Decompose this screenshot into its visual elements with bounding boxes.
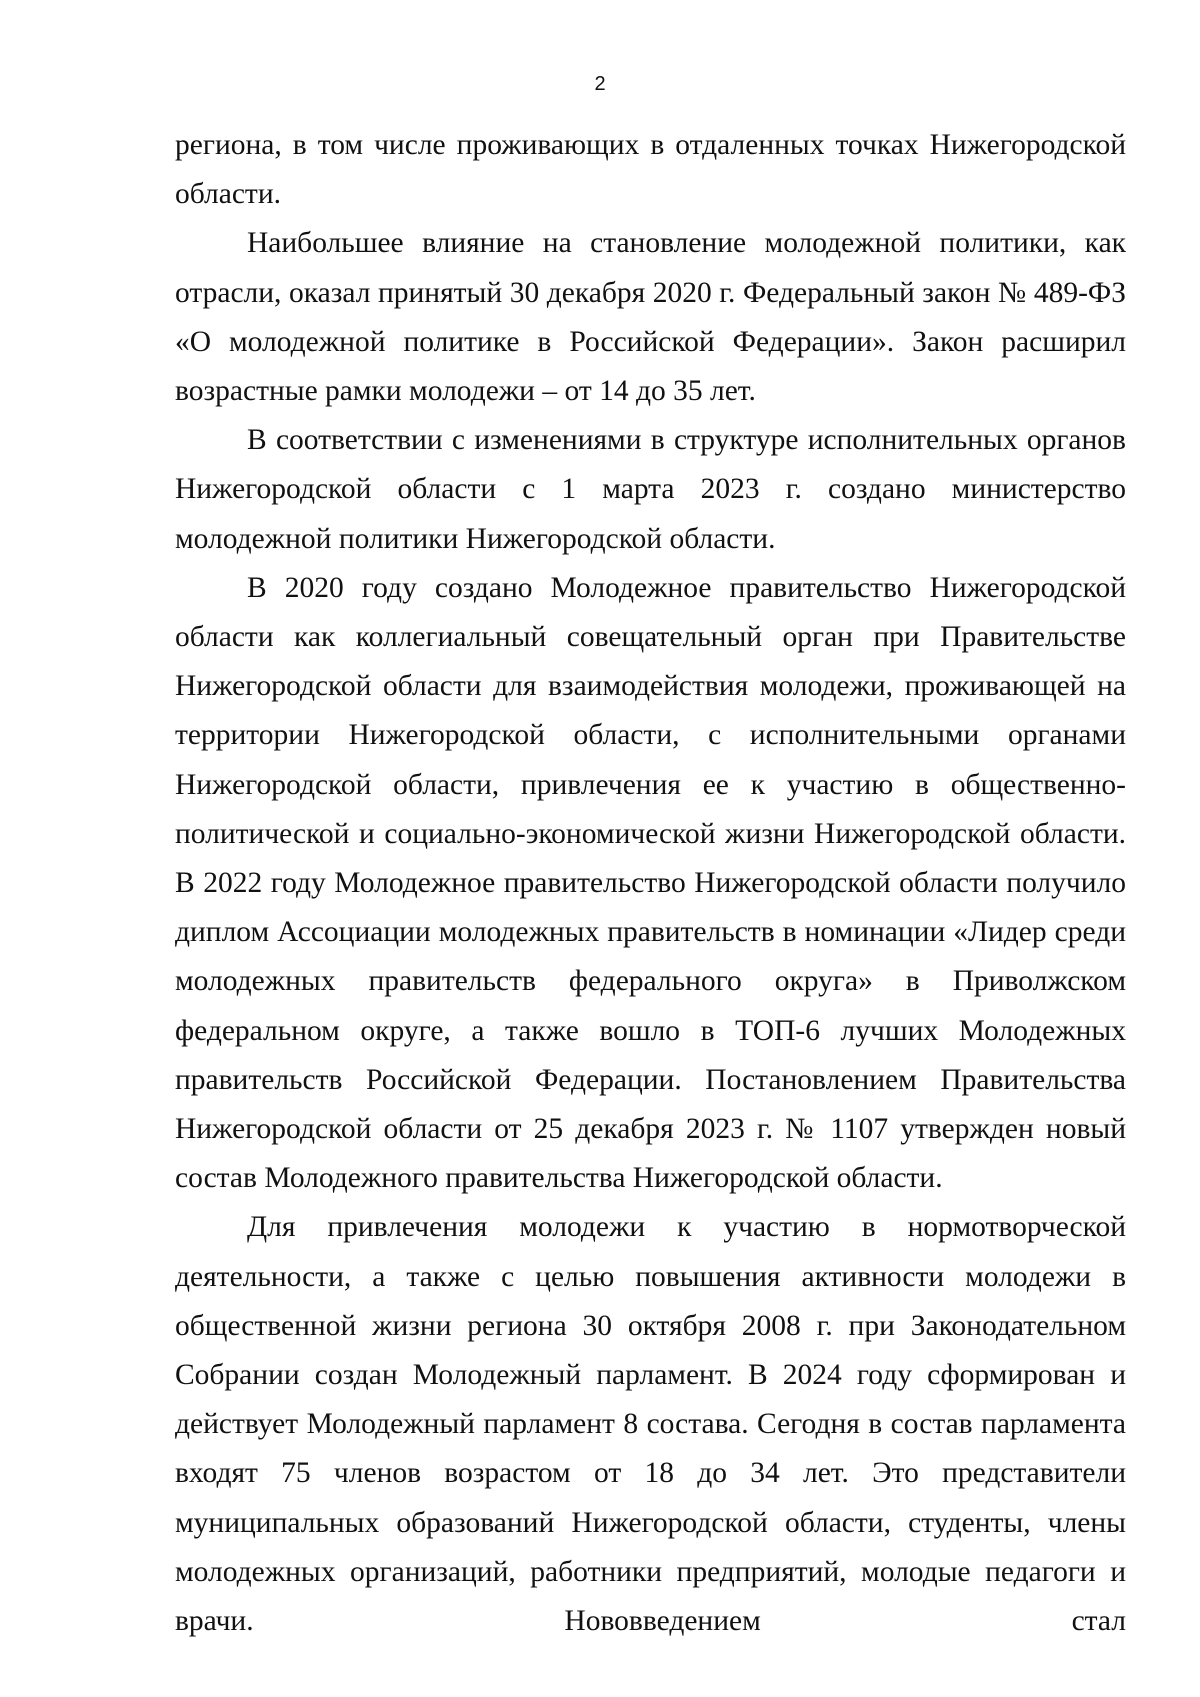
paragraph-youth-parliament: Для привлечения молодежи к участию в нормотворческой деятельности, а также с целью повышения активности молодежи в общественной жизни региона 30 октября 2008 г. при Законодательном Собрании создан Молодежный парламент. В 2024 году сформирован и действует Молодежный парламент 8 состава. Сегодня в состав парламента входят 75 членов возрастом от 18 до 34 лет. Это представители муниципальных образований Нижегородской области, студенты, члены молодежных организаций, работники предприятий, молодые педагоги и врачи. Нововведением стал <box>175 1211 1126 1638</box>
paragraph-ministry: В соответствии с изменениями в структуре исполнительных органов Нижегородской области с 1 марта 2023 г. создано министерство молодежной политики Нижегородской области. <box>175 424 1126 555</box>
document-body <box>175 121 1126 1646</box>
paragraph-continuation: региона, в том числе проживающих в отдаленных точках Нижегородской области. <box>175 129 1126 211</box>
paragraph-youth-government: В 2020 году создано Молодежное правительство Нижегородской области как коллегиальный совещательный орган при Правительстве Нижегородской области для взаимодействия молодежи, проживающей на территории Нижегородской области, с исполнительными органами Нижегородской области, привлечения ее к участию в общественно-политической и социально-экономической жизни Нижегородской области. В 2022 году Молодежное правительство Нижегородской области получило диплом Ассоциации молодежных правительств в номинации «Лидер среди молодежных правительств федерального округа» в Приволжском федеральном округе, а также вошло в ТОП-6 лучших Молодежных правительств Российской Федерации. Постановлением Правительства Нижегородской области от 25 декабря 2023 г. № 1107 утвержден новый состав Молодежного правительства Нижегородской области. <box>175 571 1126 1195</box>
paragraph-federal-law: Наибольшее влияние на становление молодежной политики, как отрасли, оказал принятый 30 декабря 2020 г. Федеральный закон № 489-ФЗ «О молодежной политике в Российской Федерации». Закон расширил возрастные рамки молодежи – от 14 до 35 лет. <box>175 227 1126 408</box>
page-number: 2 <box>594 73 606 95</box>
